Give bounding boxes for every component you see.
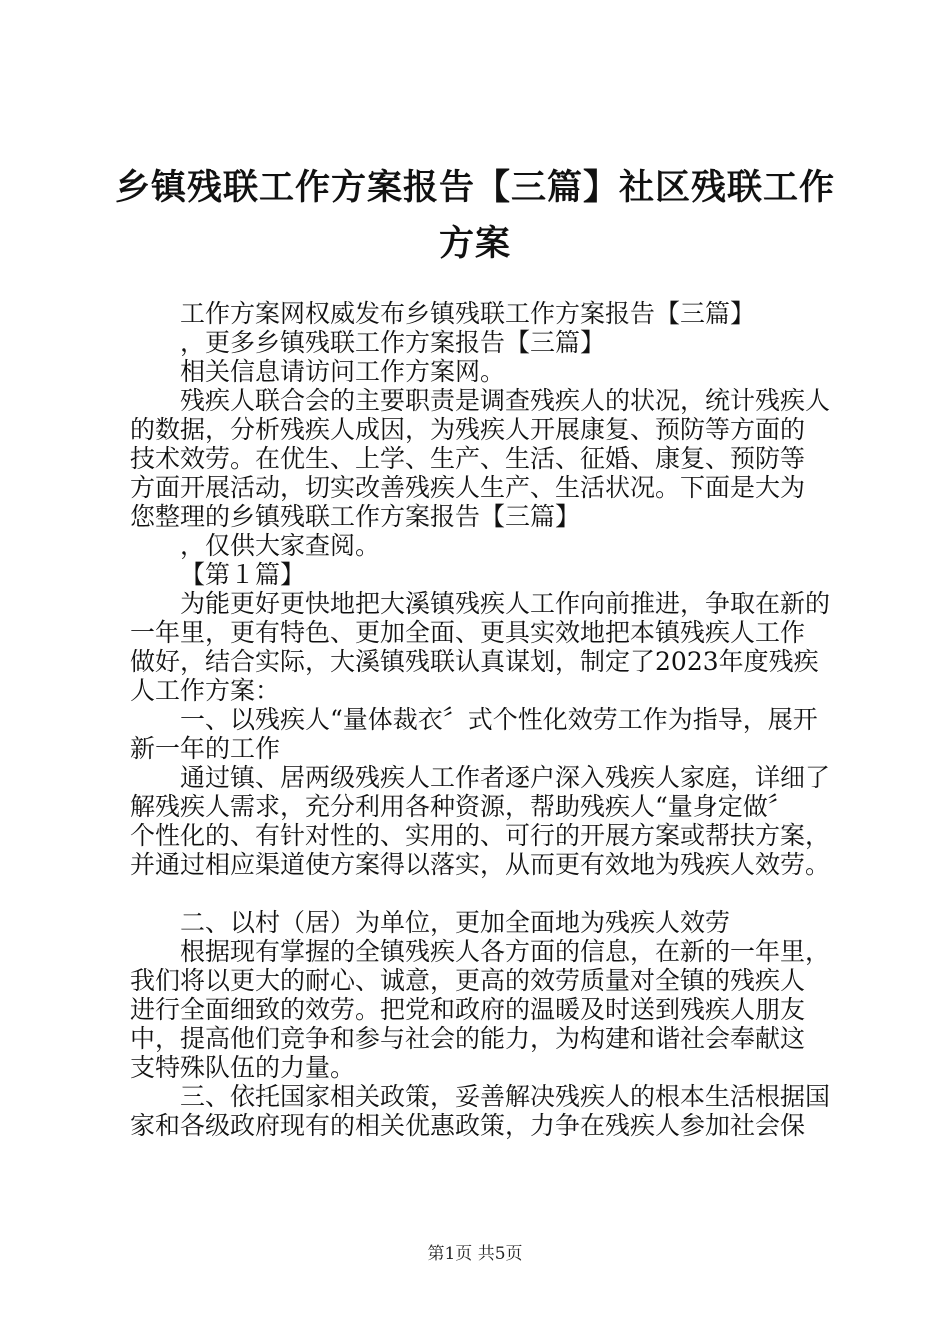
section-heading: 【第１篇】 — [180, 560, 306, 589]
body-line: 新一年的工作 — [130, 734, 281, 763]
body-line: 二、以村（居）为单位，更加全面地为残疾人效劳 — [180, 908, 731, 937]
body-line: 残疾人联合会的主要职责是调查残疾人的状况，统计残疾人 — [180, 386, 831, 415]
body-line: 做好，结合实际，大溪镇残联认真谋划，制定了2023年度残疾 — [130, 647, 819, 676]
body-line: 您整理的乡镇残联工作方案报告【三篇】 — [130, 502, 581, 531]
document-body — [130, 299, 855, 1140]
body-line: 一年里，更有特色、更加全面、更具实效地把本镇残疾人工作 — [130, 618, 806, 647]
page-footer: 第1页 共5页 — [427, 1244, 523, 1264]
body-line: 三、依托国家相关政策，妥善解决残疾人的根本生活根据国 — [180, 1082, 831, 1111]
paragraph-gap — [130, 879, 855, 908]
body-line: 通过镇、居两级残疾人工作者逐户深入残疾人家庭，详细了 — [180, 763, 831, 792]
body-line: 方面开展活动，切实改善残疾人生产、生活状况。下面是大为 — [130, 473, 806, 502]
body-line: 相关信息请访问工作方案网。 — [180, 357, 506, 386]
body-line: 家和各级政府现有的相关优惠政策，力争在残疾人参加社会保 — [130, 1111, 806, 1140]
body-line: 并通过相应渠道使方案得以落实，从而更有效地为残疾人效劳。 — [130, 850, 831, 879]
body-line: ，更多乡镇残联工作方案报告【三篇】 — [180, 328, 606, 357]
document-title: 乡镇残联工作方案报告【三篇】社区残联工作方案 — [114, 168, 835, 264]
body-line: 人工作方案： — [130, 676, 281, 705]
body-line: 我们将以更大的耐心、诚意，更高的效劳质量对全镇的残疾人 — [130, 966, 806, 995]
body-line: 的数据，分析残疾人成因，为残疾人开展康复、预防等方面的 — [130, 415, 806, 444]
body-line: 根据现有掌握的全镇残疾人各方面的信息，在新的一年里， — [180, 937, 831, 966]
body-line: ，仅供大家查阅。 — [180, 531, 381, 560]
body-line: 解残疾人需求，充分利用各种资源，帮助残疾人“量身定做〞 — [130, 792, 793, 821]
body-line: 一、以残疾人“量体裁衣〞式个性化效劳工作为指导，展开 — [180, 705, 818, 734]
body-line: 个性化的、有针对性的、实用的、可行的开展方案或帮扶方案， — [130, 821, 831, 850]
body-line: 工作方案网权威发布乡镇残联工作方案报告【三篇】 — [180, 299, 756, 328]
body-line: 中，提高他们竞争和参与社会的能力，为构建和谐社会奉献这 — [130, 1024, 806, 1053]
body-line: 支特殊队伍的力量。 — [130, 1053, 356, 1082]
body-line: 为能更好更快地把大溪镇残疾人工作向前推进，争取在新的 — [180, 589, 831, 618]
body-line: 技术效劳。在优生、上学、生产、生活、征婚、康复、预防等 — [130, 444, 806, 473]
body-line: 进行全面细致的效劳。把党和政府的温暖及时送到残疾人朋友 — [130, 995, 806, 1024]
